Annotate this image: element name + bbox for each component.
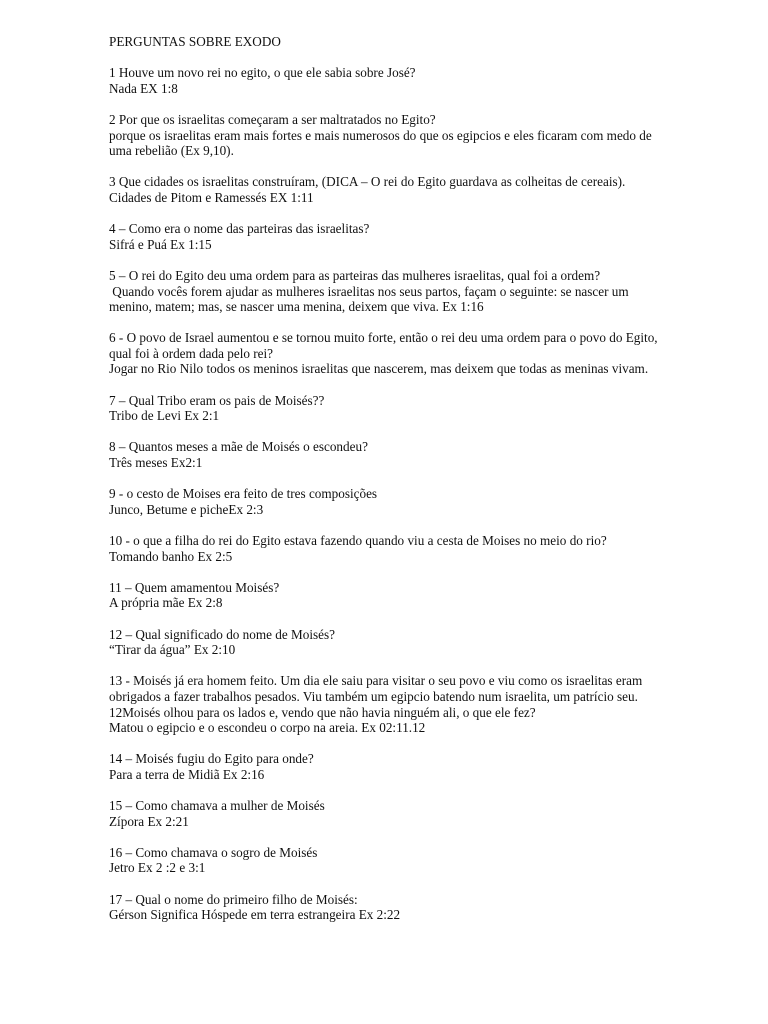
document-page [109, 34, 669, 938]
question-text: 16 – Como chamava o sogro de Moisés [109, 844, 318, 860]
qa-item [109, 439, 669, 470]
qa-item [109, 580, 669, 611]
answer-text: Gérson Significa Hóspede em terra estrangeira Ex 2:22 [109, 907, 401, 923]
question-text: 13 - Moisés já era homem feito. Um dia ele saiu para visitar o seu povo e viu como os israelitas eram obrigados a fazer trabalhos pesados. Viu também um egipcio batendo num israelita, um patrício seu. 12Moisés olhou para os lados e, vendo que não havia ninguém ali, o que ele fez? [109, 673, 646, 720]
answer-text: Quando vocês forem ajudar as mulheres israelitas nos seus partos, façam o seguinte: se nascer um menino, matem; mas, se nascer uma menina, deixem que viva. Ex 1:16 [109, 283, 632, 315]
answer-text: Jogar no Rio Nilo todos os meninos israelitas que nascerem, mas deixem que todas as meninas vivam. [109, 361, 649, 377]
qa-item [109, 673, 669, 735]
question-text: 12 – Qual significado do nome de Moisés? [109, 626, 335, 642]
question-text: 15 – Como chamava a mulher de Moisés [109, 798, 325, 814]
question-text: 2 Por que os israelitas começaram a ser maltratados no Egito? [109, 111, 436, 127]
qa-item [109, 892, 669, 923]
question-text: 8 – Quantos meses a mãe de Moisés o escondeu? [109, 439, 368, 455]
document-title: PERGUNTAS SOBRE EXODO [109, 34, 281, 49]
qa-item [109, 221, 669, 252]
answer-text: Para a terra de Midiã Ex 2:16 [109, 766, 265, 782]
question-text: 4 – Como era o nome das parteiras das israelitas? [109, 221, 370, 237]
question-text: 14 – Moisés fugiu do Egito para onde? [109, 751, 314, 767]
answer-text: Nada EX 1:8 [109, 80, 178, 96]
qa-item [109, 65, 669, 96]
qa-item [109, 112, 669, 159]
question-text: 1 Houve um novo rei no egito, o que ele sabia sobre José? [109, 65, 416, 81]
qa-item [109, 751, 669, 782]
answer-text: Jetro Ex 2 :2 e 3:1 [109, 860, 206, 876]
question-text: 9 - o cesto de Moises era feito de tres composições [109, 486, 378, 502]
answer-text: Tomando banho Ex 2:5 [109, 548, 233, 564]
qa-item [109, 627, 669, 658]
answer-text: Zípora Ex 2:21 [109, 813, 189, 829]
answer-text: A própria mãe Ex 2:8 [109, 595, 223, 611]
question-text: 6 - O povo de Israel aumentou e se tornou muito forte, então o rei deu uma ordem para o povo do Egito, qual foi à ordem dada pelo rei? [109, 330, 661, 361]
qa-item [109, 330, 669, 377]
answer-text: Matou o egipcio e o escondeu o corpo na areia. Ex 02:11.12 [109, 720, 426, 736]
qa-item [109, 174, 669, 205]
qa-item [109, 268, 669, 315]
qa-item [109, 486, 669, 517]
question-text: 17 – Qual o nome do primeiro filho de Moisés: [109, 891, 358, 907]
answer-text: Três meses Ex2:1 [109, 455, 203, 471]
question-text: 5 – O rei do Egito deu uma ordem para as parteiras das mulheres israelitas, qual foi a ordem? [109, 267, 601, 283]
answer-text: Cidades de Pitom e Ramessés EX 1:11 [109, 189, 314, 205]
answer-text: Junco, Betume e picheEx 2:3 [109, 501, 264, 517]
qa-item [109, 798, 669, 829]
answer-text: porque os israelitas eram mais fortes e mais numerosos do que os egipcios e eles ficaram com medo de uma rebelião (Ex 9,10). [109, 127, 656, 159]
answer-text: “Tirar da água” Ex 2:10 [109, 642, 236, 658]
question-text: 11 – Quem amamentou Moisés? [109, 579, 280, 595]
qa-item [109, 845, 669, 876]
question-text: 10 - o que a filha do rei do Egito estava fazendo quando viu a cesta de Moises no meio do rio? [109, 533, 607, 548]
answer-text: Sifrá e Puá Ex 1:15 [109, 236, 212, 252]
question-text: 7 – Qual Tribo eram os pais de Moisés?? [109, 392, 325, 408]
qa-item [109, 533, 669, 564]
answer-text: Tribo de Levi Ex 2:1 [109, 408, 220, 424]
question-text: 3 Que cidades os israelitas construíram, (DICA – O rei do Egito guardava as colheitas de cereais). [109, 174, 626, 190]
qa-item [109, 393, 669, 424]
